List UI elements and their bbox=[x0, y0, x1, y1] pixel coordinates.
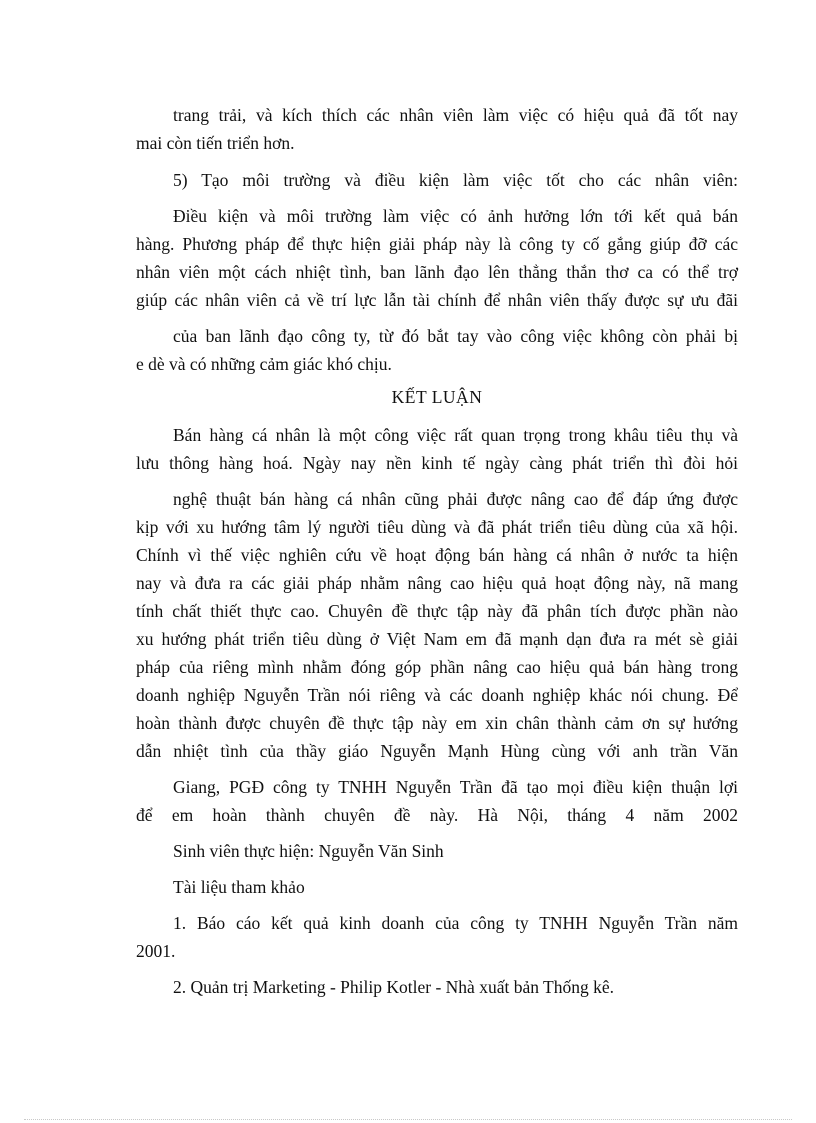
section-heading: KẾT LUẬN bbox=[391, 387, 483, 407]
text-line: Bán hàng cá nhân là một công việc rất quan trọng trong khâu tiêu thụ và bbox=[173, 425, 738, 445]
text-line: hoàn thành được chuyên đề thực tập này em xin chân thành cảm ơn sự hướng bbox=[136, 713, 738, 733]
text-line: nhân viên một cách nhiệt tình, ban lãnh đạo lên thẳng thắn thơ ca có thể trợ bbox=[136, 262, 738, 282]
reference-item-1: 1. Báo cáo kết quả kinh doanh của công ty TNHH Nguyễn Trần năm bbox=[173, 913, 738, 933]
text-line: để em hoàn thành chuyên đề này. Hà Nội, tháng 4 năm 2002 bbox=[136, 805, 738, 825]
text-line: của ban lãnh đạo công ty, từ đó bắt tay vào công việc không còn phải bị bbox=[173, 326, 738, 346]
text-line: lưu thông hàng hoá. Ngày nay nền kinh tế ngày càng phát triển thì đòi hỏi bbox=[136, 453, 738, 473]
text-line: giúp các nhân viên cả về trí lực lẫn tài chính để nhân viên thấy được sự ưu đãi bbox=[136, 290, 738, 310]
reference-item-1-cont: 2001. bbox=[136, 941, 176, 961]
text-line: doanh nghiệp Nguyễn Trần nói riêng và các doanh nghiệp khác nói chung. Để bbox=[136, 685, 738, 705]
references-heading: Tài liệu tham khảo bbox=[173, 877, 305, 897]
text-line: xu hướng phát triển tiêu dùng ở Việt Nam em đã mạnh dạn đưa ra mét sè giải bbox=[136, 629, 738, 649]
text-line: trang trải, và kích thích các nhân viên làm việc có hiệu quả đã tốt nay bbox=[173, 105, 738, 125]
text-line: nay và đưa ra các giải pháp nhằm nâng cao hiệu quả hoạt động này, nã mang bbox=[136, 573, 738, 593]
text-line: nghệ thuật bán hàng cá nhân cũng phải được nâng cao để đáp ứng được bbox=[173, 489, 738, 509]
text-line: hàng. Phương pháp để thực hiện giải pháp này là công ty cố gắng giúp đỡ các bbox=[136, 234, 738, 254]
text-line: e dè và có những cảm giác khó chịu. bbox=[136, 354, 392, 374]
text-line: mai còn tiến triển hơn. bbox=[136, 133, 295, 153]
text-line: kịp với xu hướng tâm lý người tiêu dùng và đã phát triển tiêu dùng của xã hội. bbox=[136, 517, 738, 537]
section-item-5: 5) Tạo môi trường và điều kiện làm việc tốt cho các nhân viên: bbox=[173, 170, 738, 190]
text-line: dẫn nhiệt tình của thầy giáo Nguyễn Mạnh Hùng cùng với anh trần Văn bbox=[136, 741, 738, 761]
reference-item-2: 2. Quản trị Marketing - Philip Kotler - Nhà xuất bản Thống kê. bbox=[173, 977, 614, 997]
text-line: Chính vì thế việc nghiên cứu về hoạt động bán hàng cá nhân ở nước ta hiện bbox=[136, 545, 738, 565]
signature-line: Sinh viên thực hiện: Nguyễn Văn Sinh bbox=[173, 841, 444, 861]
text-line: pháp của riêng mình nhằm đóng góp phần nâng cao hiệu quả bán hàng trong bbox=[136, 657, 738, 677]
text-line: tính chất thiết thực cao. Chuyên đề thực tập này đã phân tích được phần nào bbox=[136, 601, 738, 621]
page-bottom-rule bbox=[24, 1119, 792, 1120]
text-line: Điều kiện và môi trường làm việc có ảnh hưởng lớn tới kết quả bán bbox=[173, 206, 738, 226]
text-line: Giang, PGĐ công ty TNHH Nguyễn Trần đã tạo mọi điều kiện thuận lợi bbox=[173, 777, 738, 797]
